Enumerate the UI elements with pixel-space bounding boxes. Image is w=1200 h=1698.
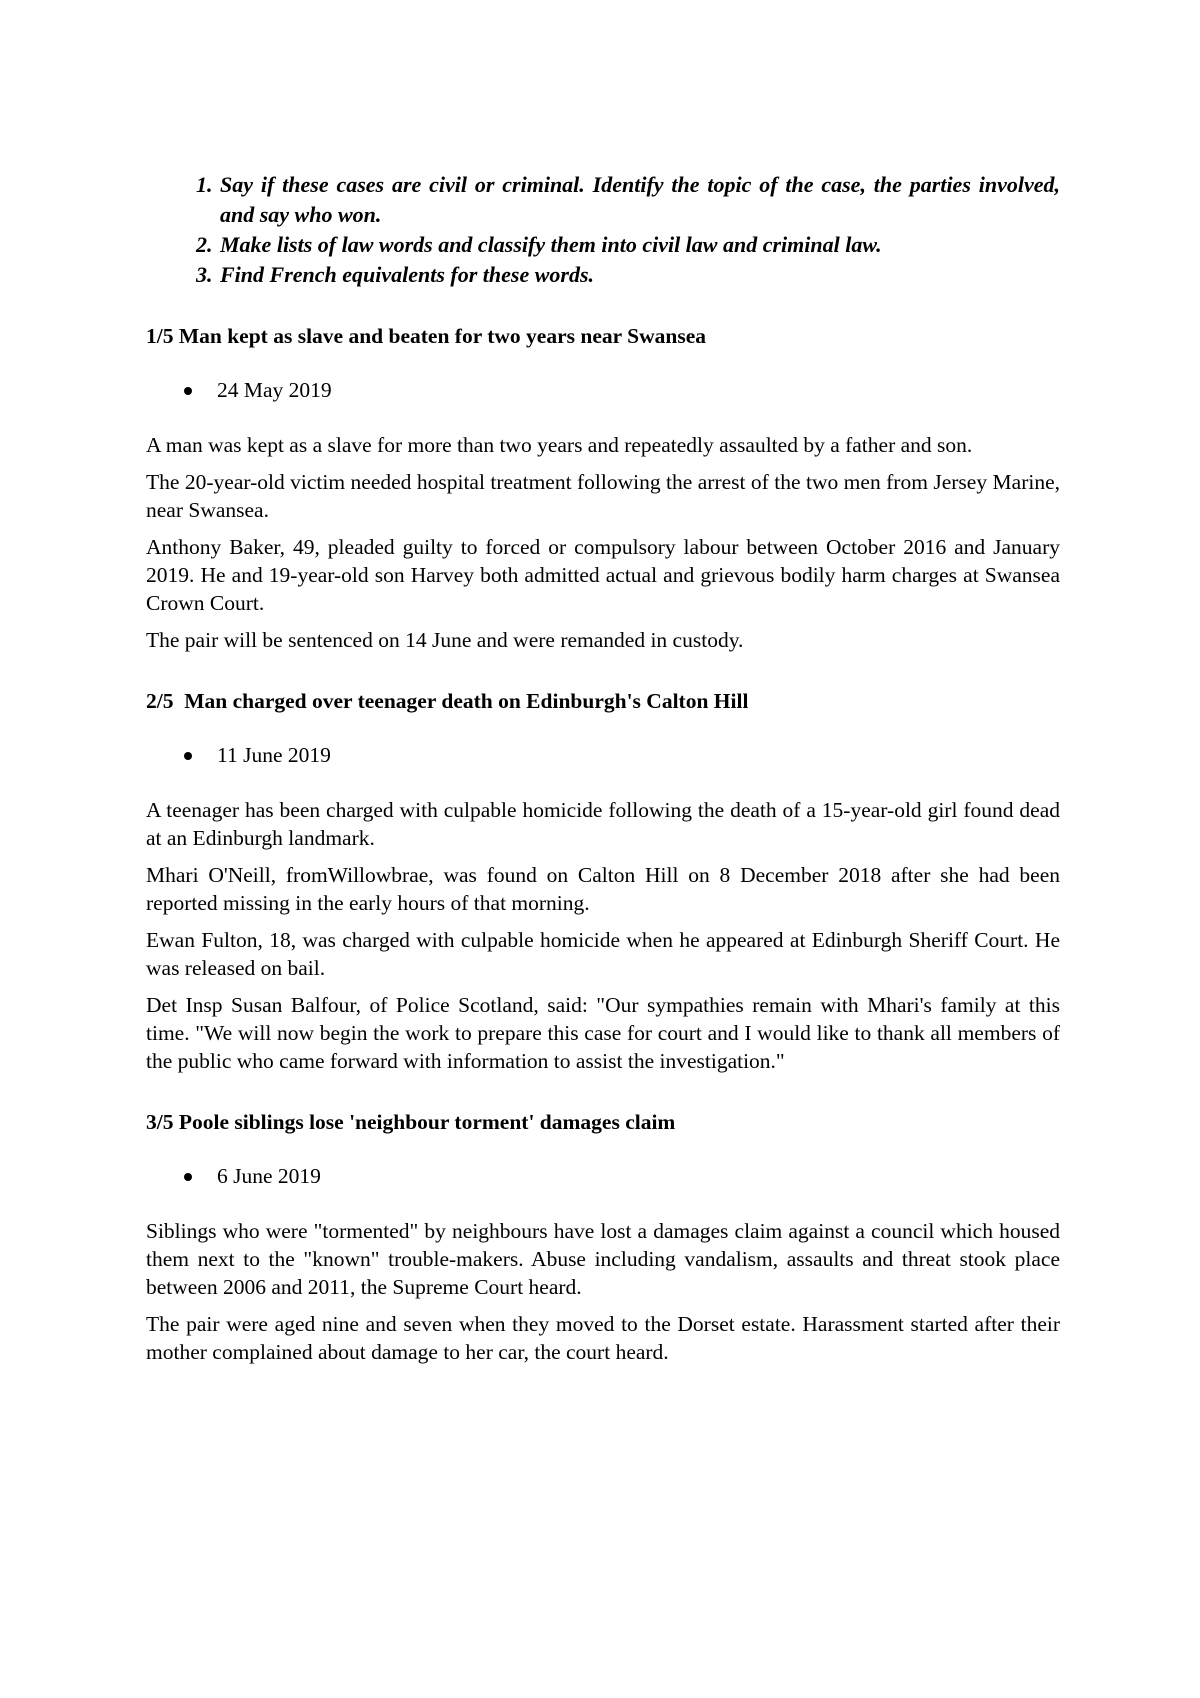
case-title: 2/5 Man charged over teenager death on Edinburgh's Calton Hill — [146, 689, 749, 713]
case-paragraph: Mhari O'Neill, fromWillowbrae, was found on Calton Hill on 8 December 2018 after she had been reported missing in the early hours of that morning. — [146, 863, 1060, 915]
case-date — [146, 376, 1060, 404]
case-paragraph: A teenager has been charged with culpable homicide following the death of a 15-year-old girl found dead at an Edinburgh landmark. — [146, 798, 1060, 850]
case-title: 1/5 Man kept as slave and beaten for two years near Swansea — [146, 324, 706, 348]
case-date-text: 11 June 2019 — [217, 743, 331, 767]
case-paragraph: Siblings who were "tormented" by neighbours have lost a damages claim against a council which housed them next to the "known" trouble-makers. Abuse including vandalism, assaults and threat stook place between 2006 and 2011, the Supreme Court heard. — [146, 1219, 1060, 1299]
bullet-icon — [184, 1173, 192, 1181]
instruction-item: 1. Say if these cases are civil or criminal. Identify the topic of the case, the parties involved, and say who won. — [218, 170, 1060, 230]
case-paragraph: Ewan Fulton, 18, was charged with culpable homicide when he appeared at Edinburgh Sheriff Court. He was released on bail. — [146, 928, 1060, 980]
bullet-icon — [184, 387, 192, 395]
case-section — [146, 687, 1060, 1075]
case-paragraph: Det Insp Susan Balfour, of Police Scotland, said: "Our sympathies remain with Mhari's family at this time. "We will now begin the work to prepare this case for court and I would like to thank all members of the public who came forward with information to assist the investigation." — [146, 993, 1060, 1073]
case-section — [146, 322, 1060, 654]
case-date-text: 6 June 2019 — [217, 1164, 321, 1188]
document-page — [146, 170, 1060, 1375]
instruction-item: 3. Find French equivalents for these words. — [218, 260, 1060, 290]
case-paragraph: A man was kept as a slave for more than two years and repeatedly assaulted by a father and son. — [146, 433, 973, 457]
case-paragraph: The 20-year-old victim needed hospital treatment following the arrest of the two men from Jersey Marine, near Swansea. — [146, 470, 1060, 522]
case-paragraph: Anthony Baker, 49, pleaded guilty to forced or compulsory labour between October 2016 and January 2019. He and 19-year-old son Harvey both admitted actual and grievous bodily harm charges at Swansea Crown Court. — [146, 535, 1060, 615]
case-date — [146, 1162, 1060, 1190]
case-paragraph: The pair were aged nine and seven when they moved to the Dorset estate. Harassment started after their mother complained about damage to her car, the court heard. — [146, 1312, 1060, 1364]
instruction-item: 2. Make lists of law words and classify them into civil law and criminal law. — [218, 230, 1060, 260]
case-title: 3/5 Poole siblings lose 'neighbour torment' damages claim — [146, 1110, 676, 1134]
bullet-icon — [184, 752, 192, 760]
case-date-text: 24 May 2019 — [217, 378, 332, 402]
case-section — [146, 1108, 1060, 1366]
case-date — [146, 741, 1060, 769]
instructions-list — [146, 170, 1060, 290]
case-paragraph: The pair will be sentenced on 14 June and were remanded in custody. — [146, 628, 744, 652]
